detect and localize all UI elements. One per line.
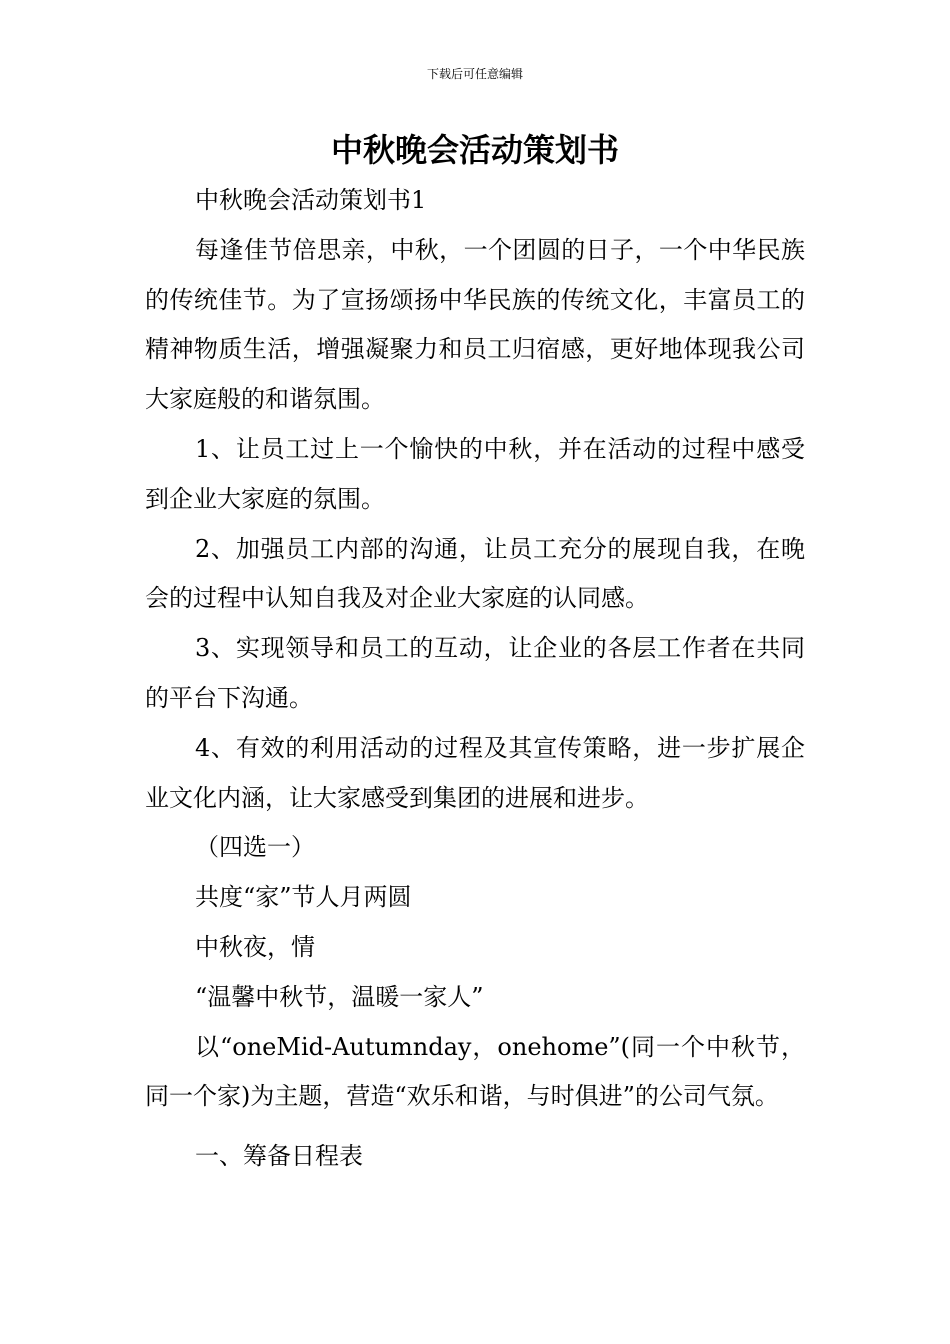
header-note: 下载后可任意编辑 <box>426 67 523 81</box>
theme-option-2: 中秋夜，情 <box>195 932 315 961</box>
paragraph-spacer <box>145 1122 805 1132</box>
schedule-heading: 一、筹备日程表 <box>195 1142 363 1171</box>
objective-item-2: 2、加强员工内部的沟通，让员工充分的展现自我，在晚会的过程中认知自我及对企业大家庭的认同感。 <box>145 534 805 613</box>
intro-paragraph: 每逢佳节倍思亲，中秋，一个团圆的日子，一个中华民族的传统佳节。为了宣扬颂扬中华民族的传统文化，丰富员工的精神物质生活，增强凝聚力和员工归宿感，更好地体现我公司大家庭般的和谐氛围。 <box>145 235 805 414</box>
objective-item-4: 4、有效的利用活动的过程及其宣传策略，进一步扩展企业文化内涵，让大家感受到集团的进展和进步。 <box>145 733 805 812</box>
document-body <box>145 176 805 1182</box>
theme-paragraph: 以“oneMid-Autumnday，onehome”(同一个中秋节，同一个家)为主题，营造“欢乐和谐，与时俱进”的公司气氛。 <box>145 1032 805 1111</box>
objective-item-3: 3、实现领导和员工的互动，让企业的各层工作者在共同的平台下沟通。 <box>145 634 805 712</box>
objective-item-1: 1、让员工过上一个愉快的中秋，并在活动的过程中感受到企业大家庭的氛围。 <box>145 434 805 513</box>
theme-choice-note: （四选一） <box>195 833 315 862</box>
theme-option-3: “温馨中秋节，温暖一家人” <box>195 982 484 1011</box>
document-title: 中秋晚会活动策划书 <box>330 131 619 169</box>
theme-option-1: 共度“家”节人月两圆 <box>195 883 412 912</box>
section-heading: 中秋晚会活动策划书1 <box>195 186 427 214</box>
